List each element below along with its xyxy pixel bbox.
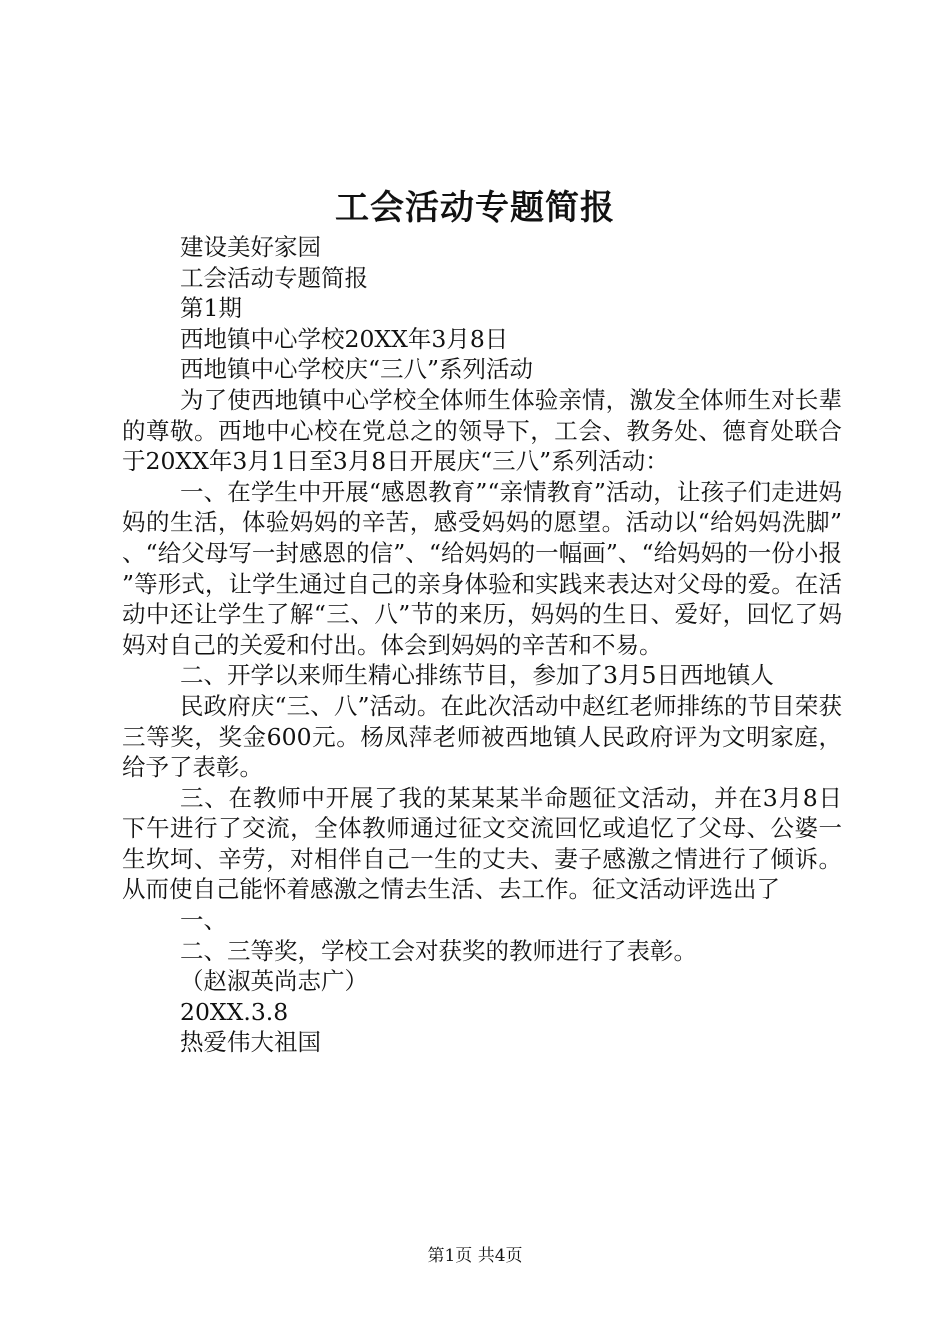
- document-title: 工会活动专题简报: [335, 188, 615, 228]
- header-line-issue: 第1期: [180, 294, 242, 323]
- header-line-school-date: 西地镇中心学校20XX年3月8日: [180, 324, 509, 353]
- paragraph-item-three: 三、在教师中开展了我的某某某半命题征文活动，并在3月8日下午进行了交流，全体教师通过征文交流回忆或追忆了父母、公婆一生坎坷、辛劳，对相伴自己一生的丈夫、妻子感激之情进行了倾诉。从而使自己能怀着感激之情去生活、去工作。征文活动评选出了: [122, 783, 842, 904]
- closing-line-awards: 二、三等奖，学校工会对获奖的教师进行了表彰。: [180, 936, 697, 965]
- closing-line-date: 20XX.3.8: [180, 997, 289, 1026]
- paragraph-item-one: 一、在学生中开展“感恩教育”“亲情教育”活动，让孩子们走进妈妈的生活，体验妈妈的辛苦，感受妈妈的愿望。活动以“给妈妈洗脚”、“给父母写一封感恩的信”、“给妈妈的一幅画”、“给妈妈的一份小报”等形式，让学生通过自己的亲身体验和实践来表达对父母的爱。在活动中还让学生了解“三、八”节的来历，妈妈的生日、爱好，回忆了妈妈对自己的关爱和付出。体会到妈妈的辛苦和不易。: [122, 477, 842, 659]
- document-body: [122, 232, 842, 1058]
- closing-line-slogan: 热爱伟大祖国: [180, 1028, 321, 1057]
- paragraph-item-two: 二、开学以来师生精心排练节目，参加了3月5日西地镇人: [180, 661, 774, 690]
- closing-line-first: 一、: [180, 906, 227, 935]
- header-line-bulletin-name: 工会活动专题简报: [180, 263, 368, 292]
- header-line-slogan: 建设美好家园: [180, 233, 321, 261]
- page-footer: 第1页 共4页: [427, 1246, 523, 1266]
- header-line-activity-title: 西地镇中心学校庆“三八”系列活动: [180, 355, 534, 384]
- paragraph-item-two-continued: 民政府庆“三、八”活动。在此次活动中赵红老师排练的节目荣获三等奖，奖金600元。杨凤萍老师被西地镇人民政府评为文明家庭，给予了表彰。: [122, 691, 842, 782]
- closing-line-authors: （赵淑英尚志广）: [180, 967, 368, 996]
- paragraph-intro: 为了使西地镇中心学校全体师生体验亲情，激发全体师生对长辈的尊敬。西地中心校在党总之的领导下，工会、教务处、德育处联合于20XX年3月1日至3月8日开展庆“三八”系列活动：: [122, 385, 842, 476]
